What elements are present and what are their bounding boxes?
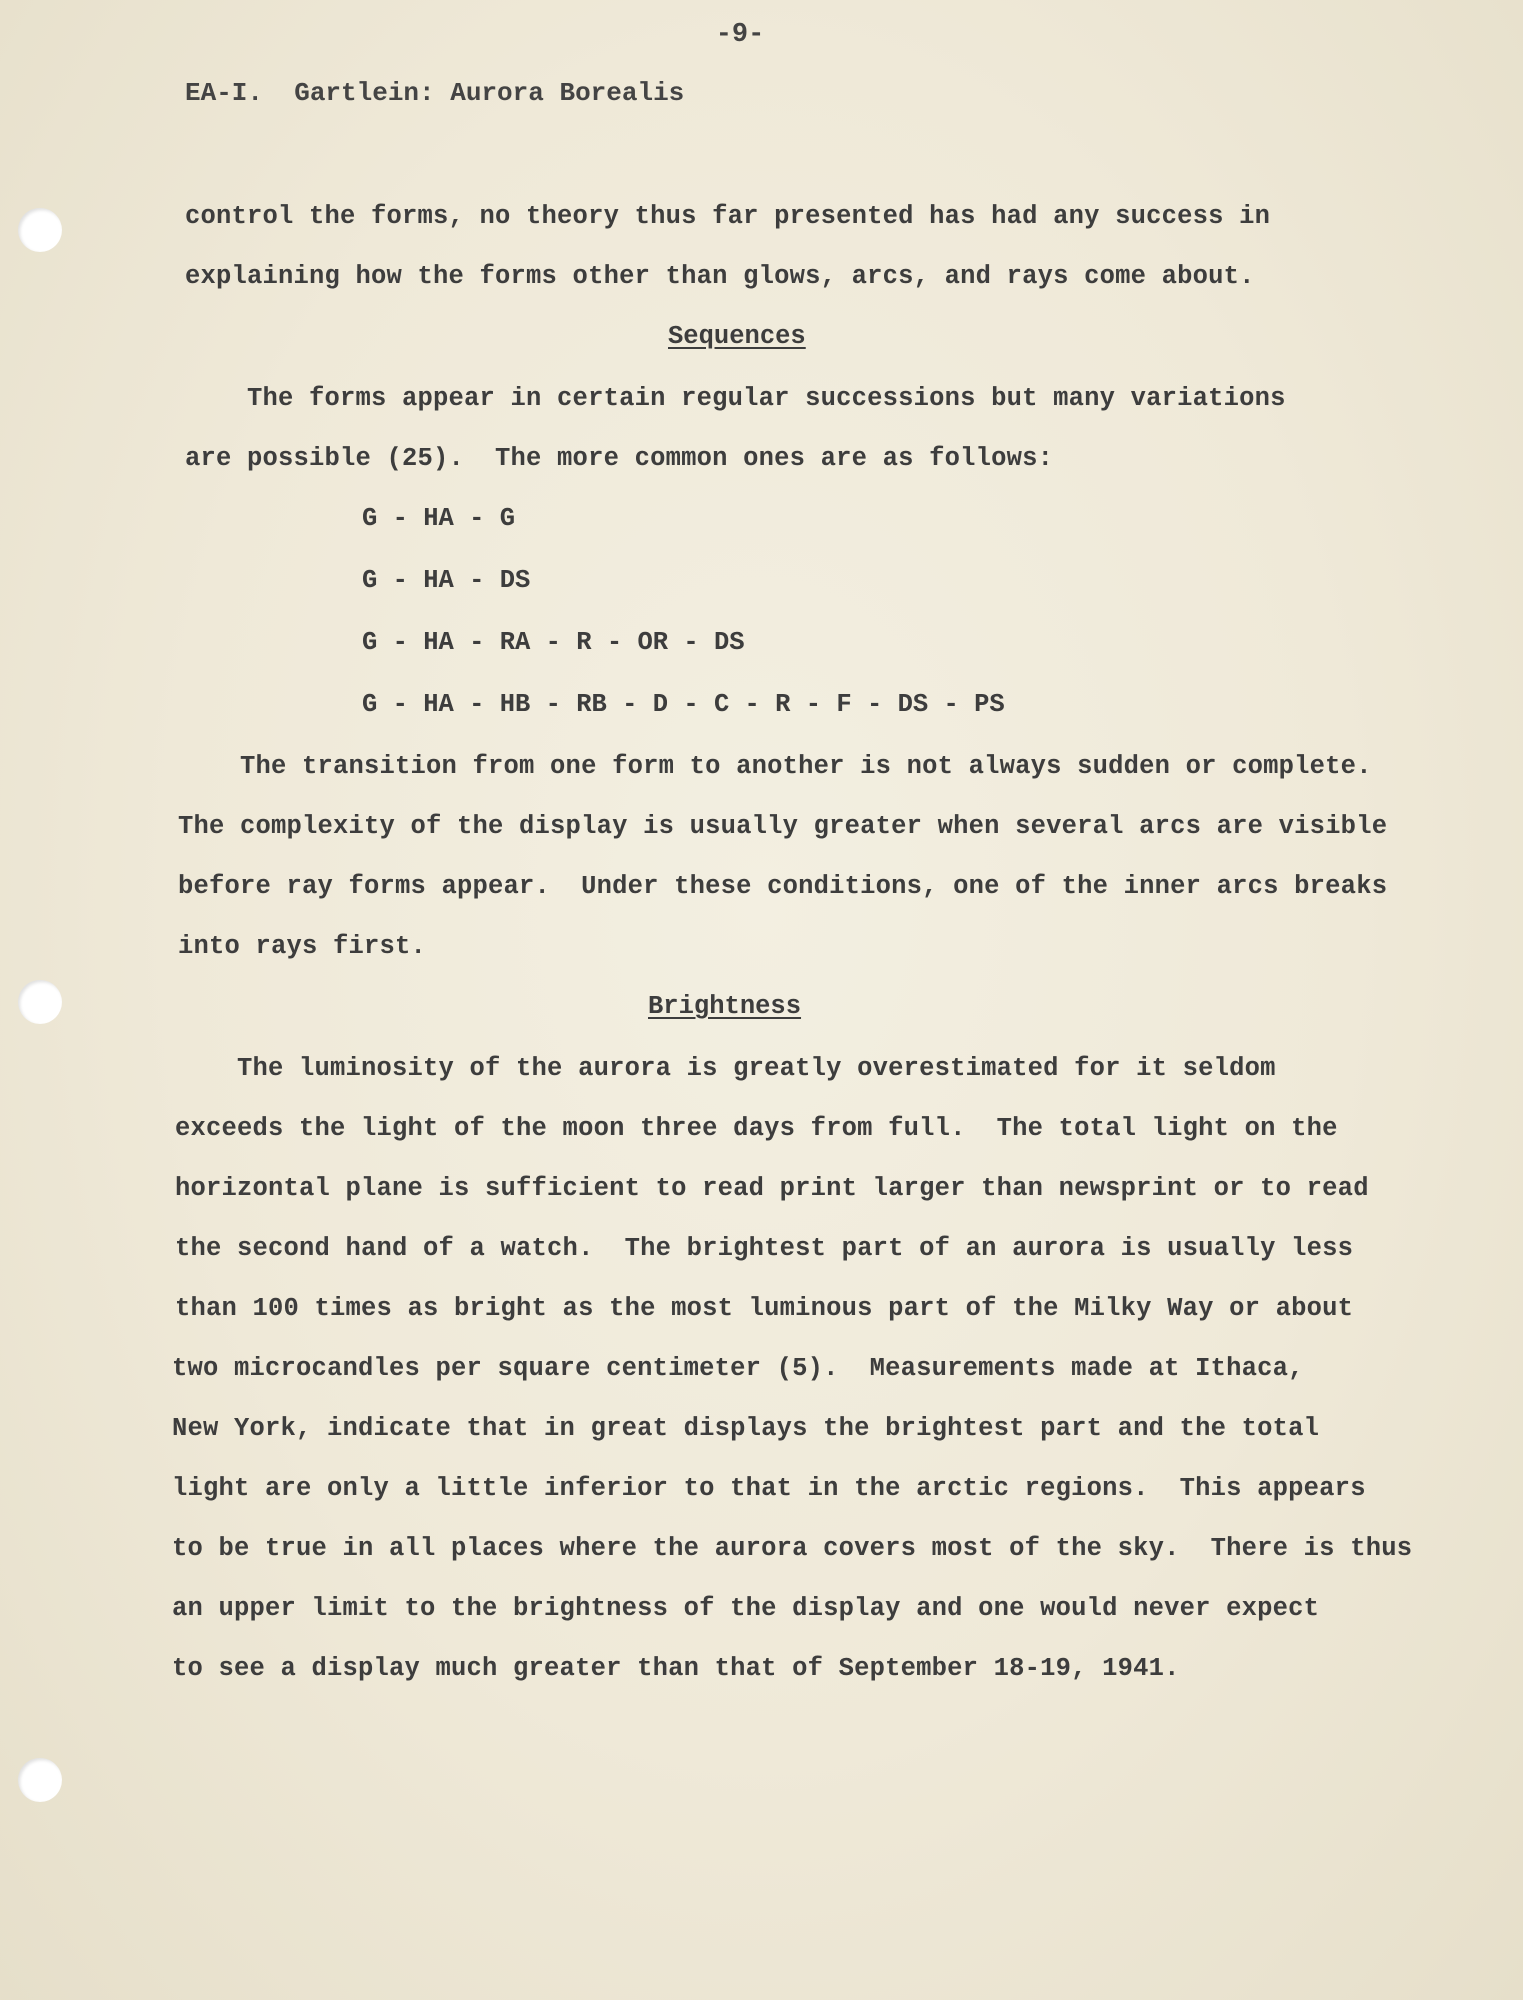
punch-hole xyxy=(18,1758,62,1802)
page-number: -9- xyxy=(715,20,765,50)
text-line: explaining how the forms other than glows, arcs, and rays come about. xyxy=(185,262,1255,291)
text-line: than 100 times as bright as the most luminous part of the Milky Way or about xyxy=(175,1294,1354,1323)
text-line: two microcandles per square centimeter (5). Measurements made at Ithaca, xyxy=(172,1354,1304,1383)
text-line: control the forms, no theory thus far presented has had any success in xyxy=(185,202,1271,231)
sequence-item: G - HA - RA - R - OR - DS xyxy=(362,628,745,657)
text-line: light are only a little inferior to that in the arctic regions. This appears xyxy=(172,1474,1366,1503)
punch-hole xyxy=(18,980,62,1024)
text-line: to be true in all places where the aurora covers most of the sky. There is thus xyxy=(172,1534,1413,1563)
sequence-item: G - HA - G xyxy=(362,504,516,533)
section-heading-brightness: Brightness xyxy=(648,992,802,1021)
text-line: The transition from one form to another is not always sudden or complete. xyxy=(178,752,1372,781)
text-line: the second hand of a watch. The brightest part of an aurora is usually less xyxy=(175,1234,1354,1263)
text-line: New York, indicate that in great displays the brightest part and the total xyxy=(172,1414,1320,1443)
text-line: horizontal plane is sufficient to read print larger than newsprint or to read xyxy=(175,1174,1369,1203)
text-line: to see a display much greater than that of September 18-19, 1941. xyxy=(172,1654,1180,1683)
sequence-item: G - HA - DS xyxy=(362,566,531,595)
punch-hole xyxy=(18,208,62,252)
section-heading-sequences: Sequences xyxy=(668,322,806,351)
text-line: The luminosity of the aurora is greatly overestimated for it seldom xyxy=(175,1054,1276,1083)
sequence-item: G - HA - HB - RB - D - C - R - F - DS - PS xyxy=(362,690,1005,719)
text-line: The forms appear in certain regular successions but many variations xyxy=(185,384,1286,413)
text-line: exceeds the light of the moon three days from full. The total light on the xyxy=(175,1114,1338,1143)
text-line: into rays first. xyxy=(178,932,427,961)
text-line: The complexity of the display is usually greater when several arcs are visible xyxy=(178,812,1388,841)
text-line: before ray forms appear. Under these conditions, one of the inner arcs breaks xyxy=(178,872,1388,901)
running-header: EA-I. Gartlein: Aurora Borealis xyxy=(185,78,685,108)
text-line: are possible (25). The more common ones are as follows: xyxy=(185,444,1054,473)
text-line: an upper limit to the brightness of the display and one would never expect xyxy=(172,1594,1320,1623)
